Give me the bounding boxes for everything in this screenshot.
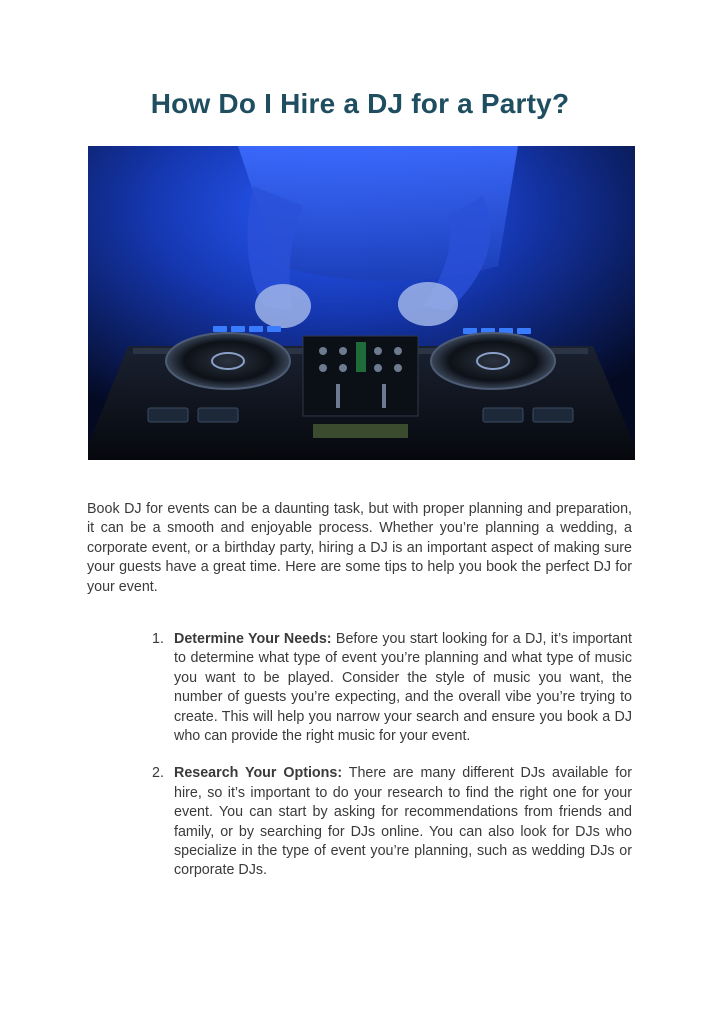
hero-image <box>88 146 635 460</box>
list-item-heading: Research Your Options: <box>174 765 343 782</box>
list-number: 2. <box>152 765 164 782</box>
intro-paragraph: Book DJ for events can be a daunting task, but with proper planning and preparation, it can be a smooth and enjoyable process. Whether you’re planning a wedding, a corporate event, or a birthday party, hiring a DJ is an important aspect of making sure your guests have a great time. Here are some tips to help you book the perfect DJ for your event. <box>87 501 632 595</box>
list-item-heading: Determine Your Needs: <box>174 631 332 647</box>
list-number: 1. <box>152 631 164 647</box>
list-item-text: Before you start looking for a DJ, it’s important to determine what type of event you’re planning and what type of music you want to be played. Consider the style of music you want, the number of guests you’re expecting, and the overall vibe you’re trying to create. This will help you narrow your search and ensure you book a DJ who can provide the right music for your event. <box>174 631 632 745</box>
list-item-text: There are many different DJs available for hire, so it’s important to do your research to find the right one for your event. You can start by asking for recommendations from friends and family, or by searching for DJs online. You can also look for DJs who specialize in the type of event you’re planning, such as wedding DJs or corporate DJs. <box>174 765 632 879</box>
list-item <box>147 764 632 880</box>
list-item <box>147 630 632 746</box>
tips-list <box>147 630 632 899</box>
page-title: How Do I Hire a DJ for a Party? <box>150 88 570 119</box>
